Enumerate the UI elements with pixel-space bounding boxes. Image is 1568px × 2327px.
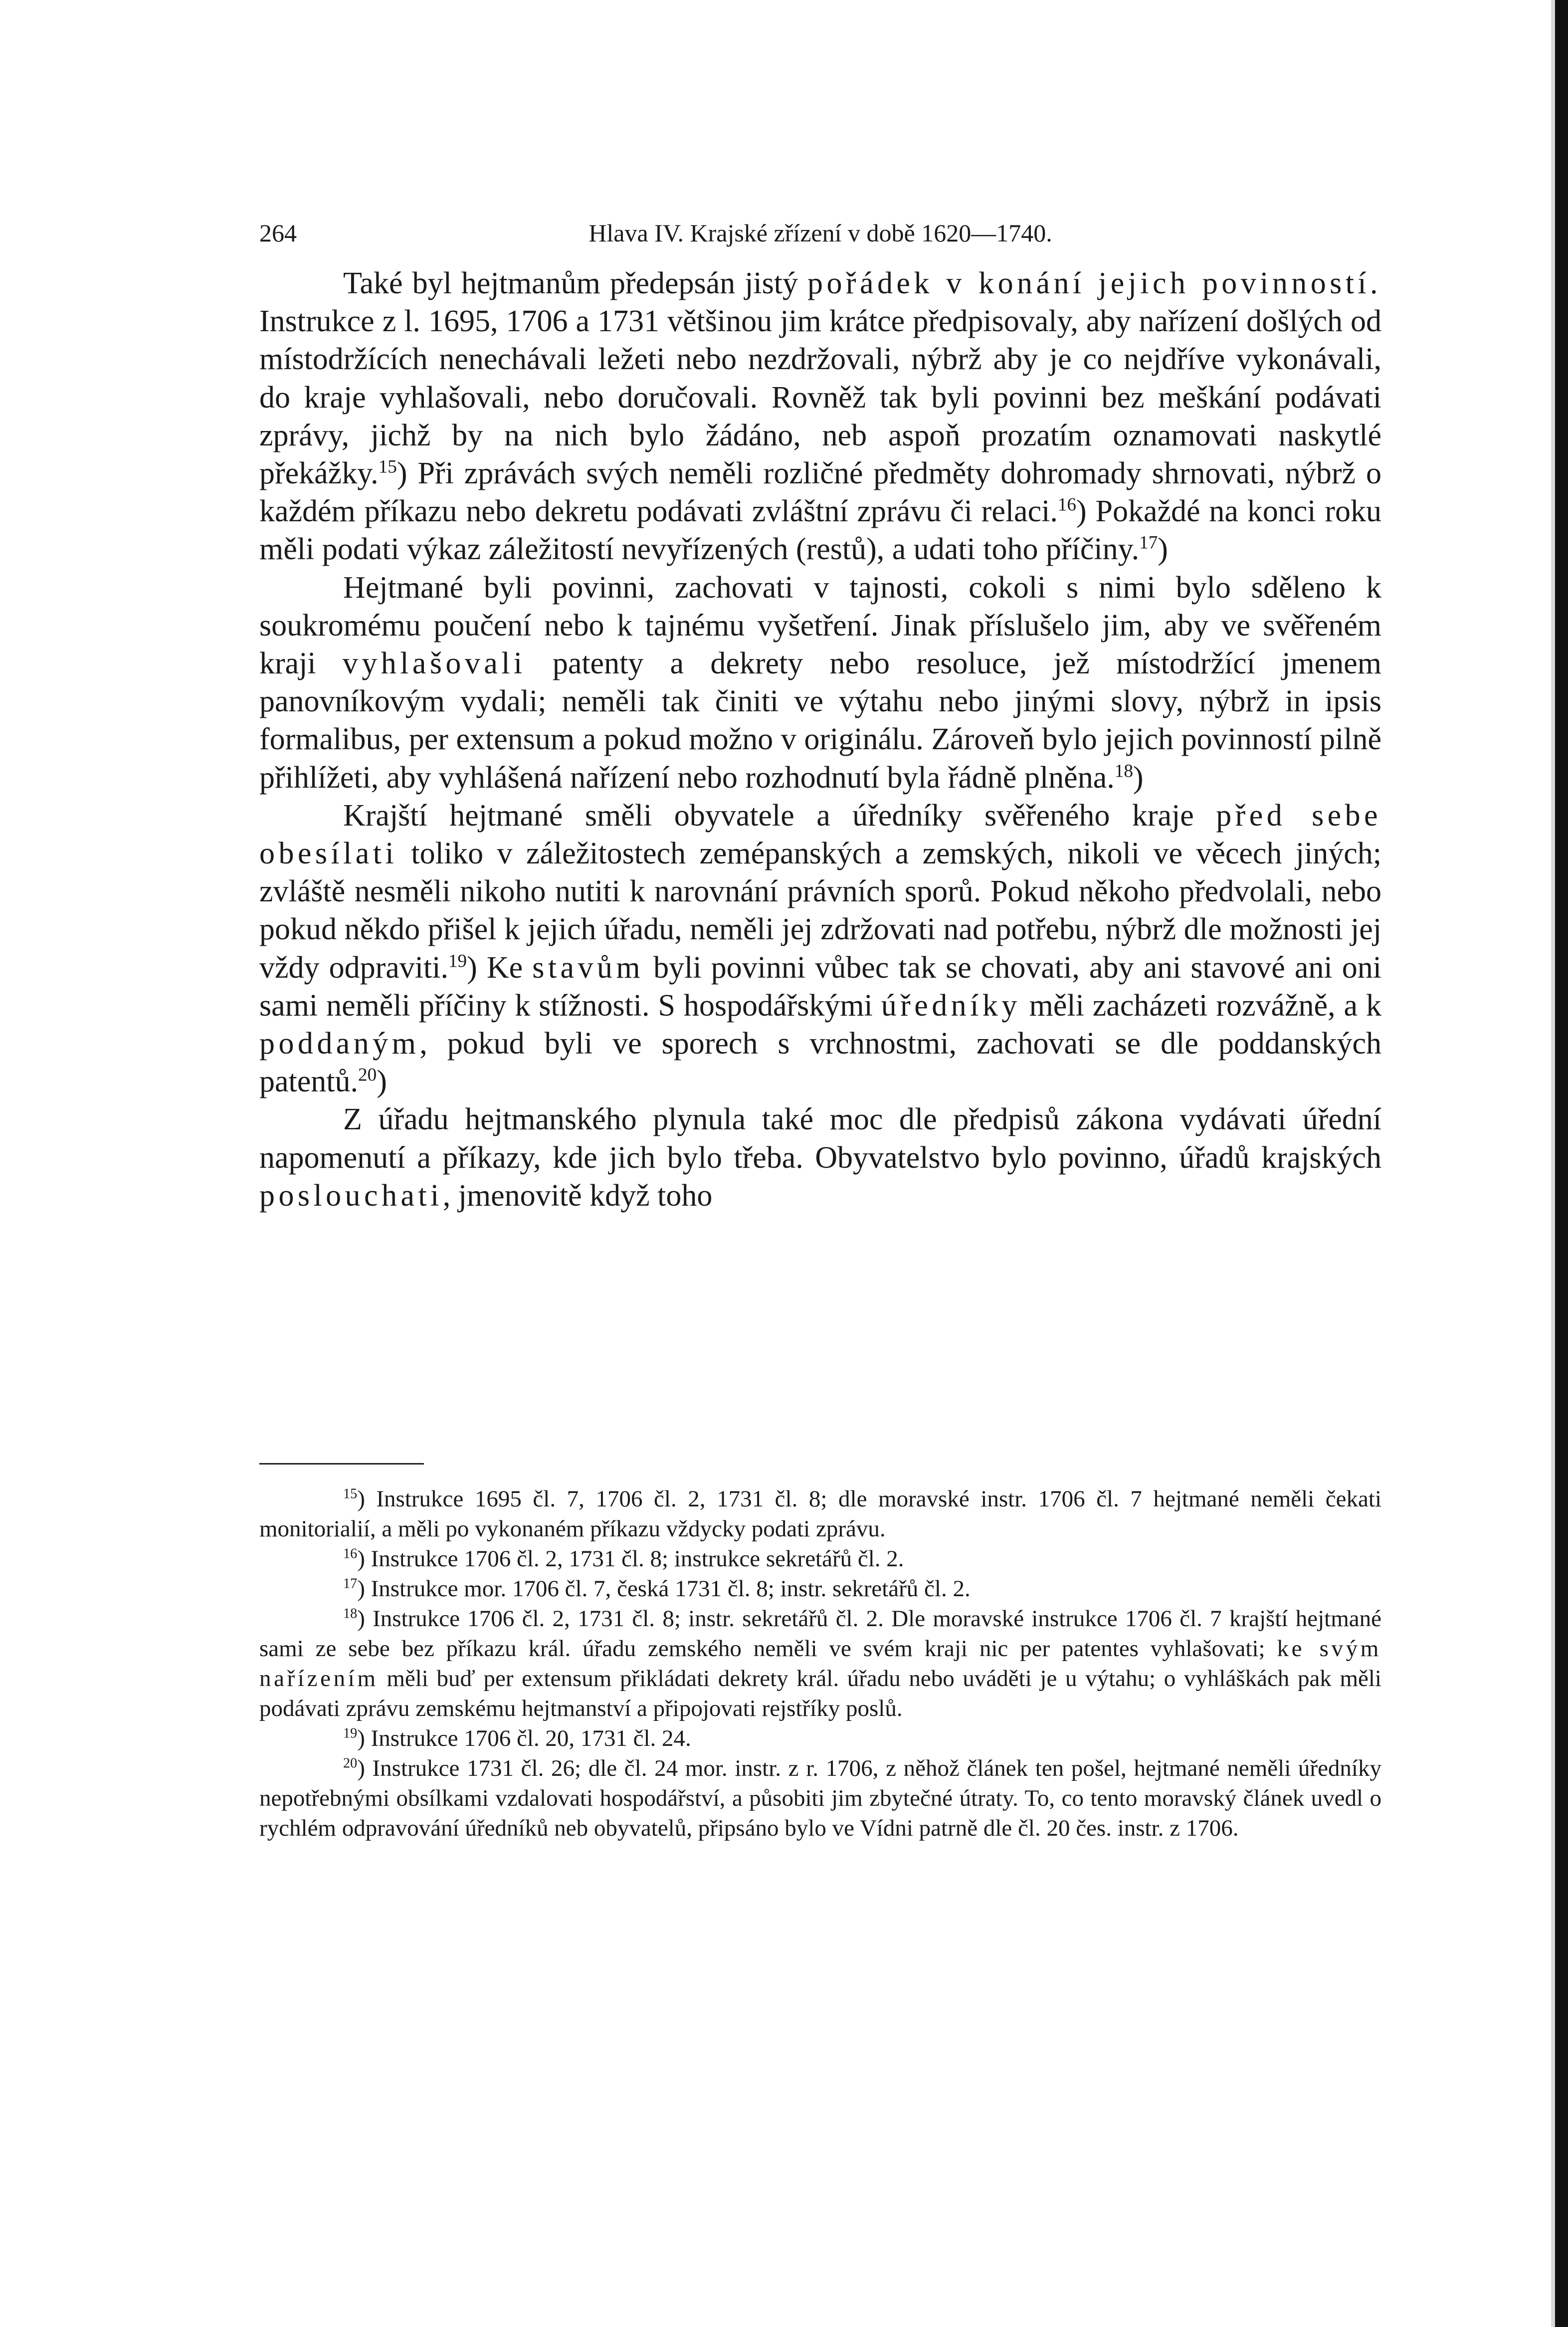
footnote-number: 19 [343, 1725, 358, 1741]
page-header [259, 215, 1381, 250]
footnote-ref: 20 [358, 1064, 377, 1085]
spaced-emphasis: pořádek v konání jejich povinností. [807, 266, 1381, 300]
footnote-text: ) Instrukce 1695 čl. 7, 1706 čl. 2, 1731 čl. 8; dle moravské instr. 1706 čl. 7 hejtmané neměli čekati monitorialií, a měli po vykonaném příkazu vždycky podati zprávu. [259, 1486, 1381, 1542]
footnote-17 [259, 1574, 1381, 1604]
text-run: měli zacházeti rozvážně, a k [1020, 988, 1381, 1023]
footnote-separator [259, 1463, 424, 1465]
paragraph-4 [259, 1100, 1381, 1215]
paragraph-3 [259, 797, 1381, 1101]
spaced-emphasis: poddaným [259, 1027, 420, 1061]
text-run: ) Při zprávách svých neměli rozličné předměty dohromady shrnovati, nýbrž o každém příkazu nebo dekretu podávati zvláštní zprávu či relaci. [259, 456, 1381, 529]
footnote-text: měli buď per extensum přikládati dekrety král. úřadu nebo uváděti je u výtahu; o vyhláškách pak měli podávati zprávu zemskému hejtmanství a připojovati rejstříky poslů. [259, 1666, 1381, 1721]
paragraph-2 [259, 569, 1381, 797]
text-run: patenty a dekrety nebo resoluce, jež místodržící jmenem panovníkovým vydali; neměli tak činiti ve výtahu nebo jinými slovy, nýbrž in ipsis formalibus, per extensum a pokud možno v originálu. Zároveň bylo jejich povinností pilně přihlížeti, aby vyhlášená nařízení nebo rozhodnutí byla řádně plněna. [259, 646, 1381, 795]
text-run: byli povinni vůbec tak se chovati, aby ani stavové ani oni sami neměli příčiny k stížnosti. S hospodářskými [259, 950, 1381, 1023]
footnote-number: 16 [343, 1546, 358, 1562]
text-run: ) Ke [467, 950, 533, 985]
footnote-ref: 16 [1057, 494, 1077, 515]
text-run: Také byl hejtmanům předepsán jistý [343, 266, 808, 300]
footnote-19 [259, 1723, 1381, 1753]
text-run: Z úřadu hejtmanského plynula také moc dle předpisů zákona vydávati úřední napomenutí a příkazy, kde jich bylo třeba. Obyvatelstvo bylo povinno, úřadů krajských [259, 1102, 1381, 1175]
text-run: Krajští hejtmané směli obyvatele a úředníky svěřeného kraje [343, 798, 1216, 833]
text-run: Hejtmané byli povinni, zachovati v tajnosti, cokoli s nimi bylo sděleno k soukromému poučení nebo k tajnému vyšetření. Jinak příslušelo jim, aby ve svěřeném kraji [259, 570, 1381, 681]
footnote-number: 15 [343, 1486, 358, 1502]
footnote-20 [259, 1753, 1381, 1843]
footnote-text: ) Instrukce 1706 čl. 2, 1731 čl. 8; instrukce sekretářů čl. 2. [357, 1546, 904, 1572]
footnote-16 [259, 1544, 1381, 1574]
footnote-number: 20 [343, 1755, 358, 1771]
text-run: , jmenovitě když toho [442, 1178, 713, 1213]
spaced-emphasis: stavům [532, 950, 644, 985]
text-run: ) [1158, 532, 1168, 567]
footnotes [259, 1484, 1381, 1843]
spaced-emphasis: před sebe obesílati [259, 798, 1381, 871]
spaced-emphasis: poslouchati [259, 1178, 443, 1213]
footnote-ref: 18 [1114, 760, 1133, 781]
footnote-number: 17 [343, 1576, 358, 1592]
footnote-text: ) Instrukce mor. 1706 čl. 7, česká 1731 čl. 8; instr. sekretářů čl. 2. [357, 1576, 971, 1602]
main-text [259, 264, 1381, 1215]
page-edge-shadow [1551, 0, 1555, 2327]
text-run: , pokud byli ve sporech s vrchnostmi, zachovati se dle poddanských patentů. [259, 1027, 1381, 1099]
footnote-ref: 15 [378, 456, 397, 477]
spaced-emphasis: úředníky [881, 988, 1021, 1023]
footnote-ref: 17 [1139, 532, 1158, 553]
text-run: toliko v záležitostech zemépanských a zemských, nikoli ve věcech jiných; zvláště nesměli nikoho nutiti k narovnání právních sporů. Pokud někoho předvolali, nebo pokud někdo přišel k jejich úřadu, neměli jej zdržovati nad potřebu, nýbrž dle možnosti jej vždy odpraviti. [259, 837, 1381, 985]
footnote-15 [259, 1484, 1381, 1544]
running-head: Hlava IV. Krajské zřízení v době 1620—1740. [588, 219, 1052, 247]
text-run: ) [377, 1064, 387, 1099]
page-edge [1555, 0, 1568, 2327]
footnote-ref: 19 [448, 951, 467, 971]
footnote-18 [259, 1604, 1381, 1723]
spaced-emphasis: ke svým nařízením [259, 1636, 1381, 1692]
text-run: Instrukce z l. 1695, 1706 a 1731 většinou jim krátce předpisovaly, aby nařízení došlých od místodržících nenechávali ležeti nebo nezdržovali, nýbrž aby je co nejdříve vykonávali, do kraje vyhlašovali, nebo doručovali. Rovněž tak byli povinni bez meškání podávati zprávy, jichž by na nich bylo žádáno, neb aspoň prozatím oznamovati naskytlé překážky. [259, 304, 1381, 491]
paragraph-1 [259, 264, 1381, 569]
spaced-emphasis: vyhlašovali [342, 646, 526, 681]
footnote-text: ) Instrukce 1731 čl. 26; dle čl. 24 mor. instr. z r. 1706, z něhož článek ten pošel, hejtmané neměli úředníky nepotřebnými obsílkami vzdalovati hospodářství, a působiti jim zbytečné útraty. To, co tento moravský článek uvedl o rychlém odpravování úředníků neb obyvatelů, připsáno bylo ve Vídni patrně dle čl. 20 čes. instr. z 1706. [259, 1755, 1381, 1841]
footnote-text: ) Instrukce 1706 čl. 2, 1731 čl. 8; instr. sekretářů čl. 2. Dle moravské instrukce 1706 čl. 7 krajští hejtmané sami ze sebe bez příkazu král. úřadu zemského neměli ve svém kraji nic per patentes vyhlašovati; [259, 1606, 1381, 1662]
text-run: ) [1133, 760, 1144, 795]
page-number: 264 [259, 219, 297, 247]
footnote-number: 18 [343, 1606, 358, 1622]
footnote-text: ) Instrukce 1706 čl. 20, 1731 čl. 24. [357, 1725, 691, 1751]
text-run: ) Pokaždé na konci roku měli podati výkaz záležitostí nevyřízených (restů), a udati toho příčiny. [259, 494, 1382, 567]
